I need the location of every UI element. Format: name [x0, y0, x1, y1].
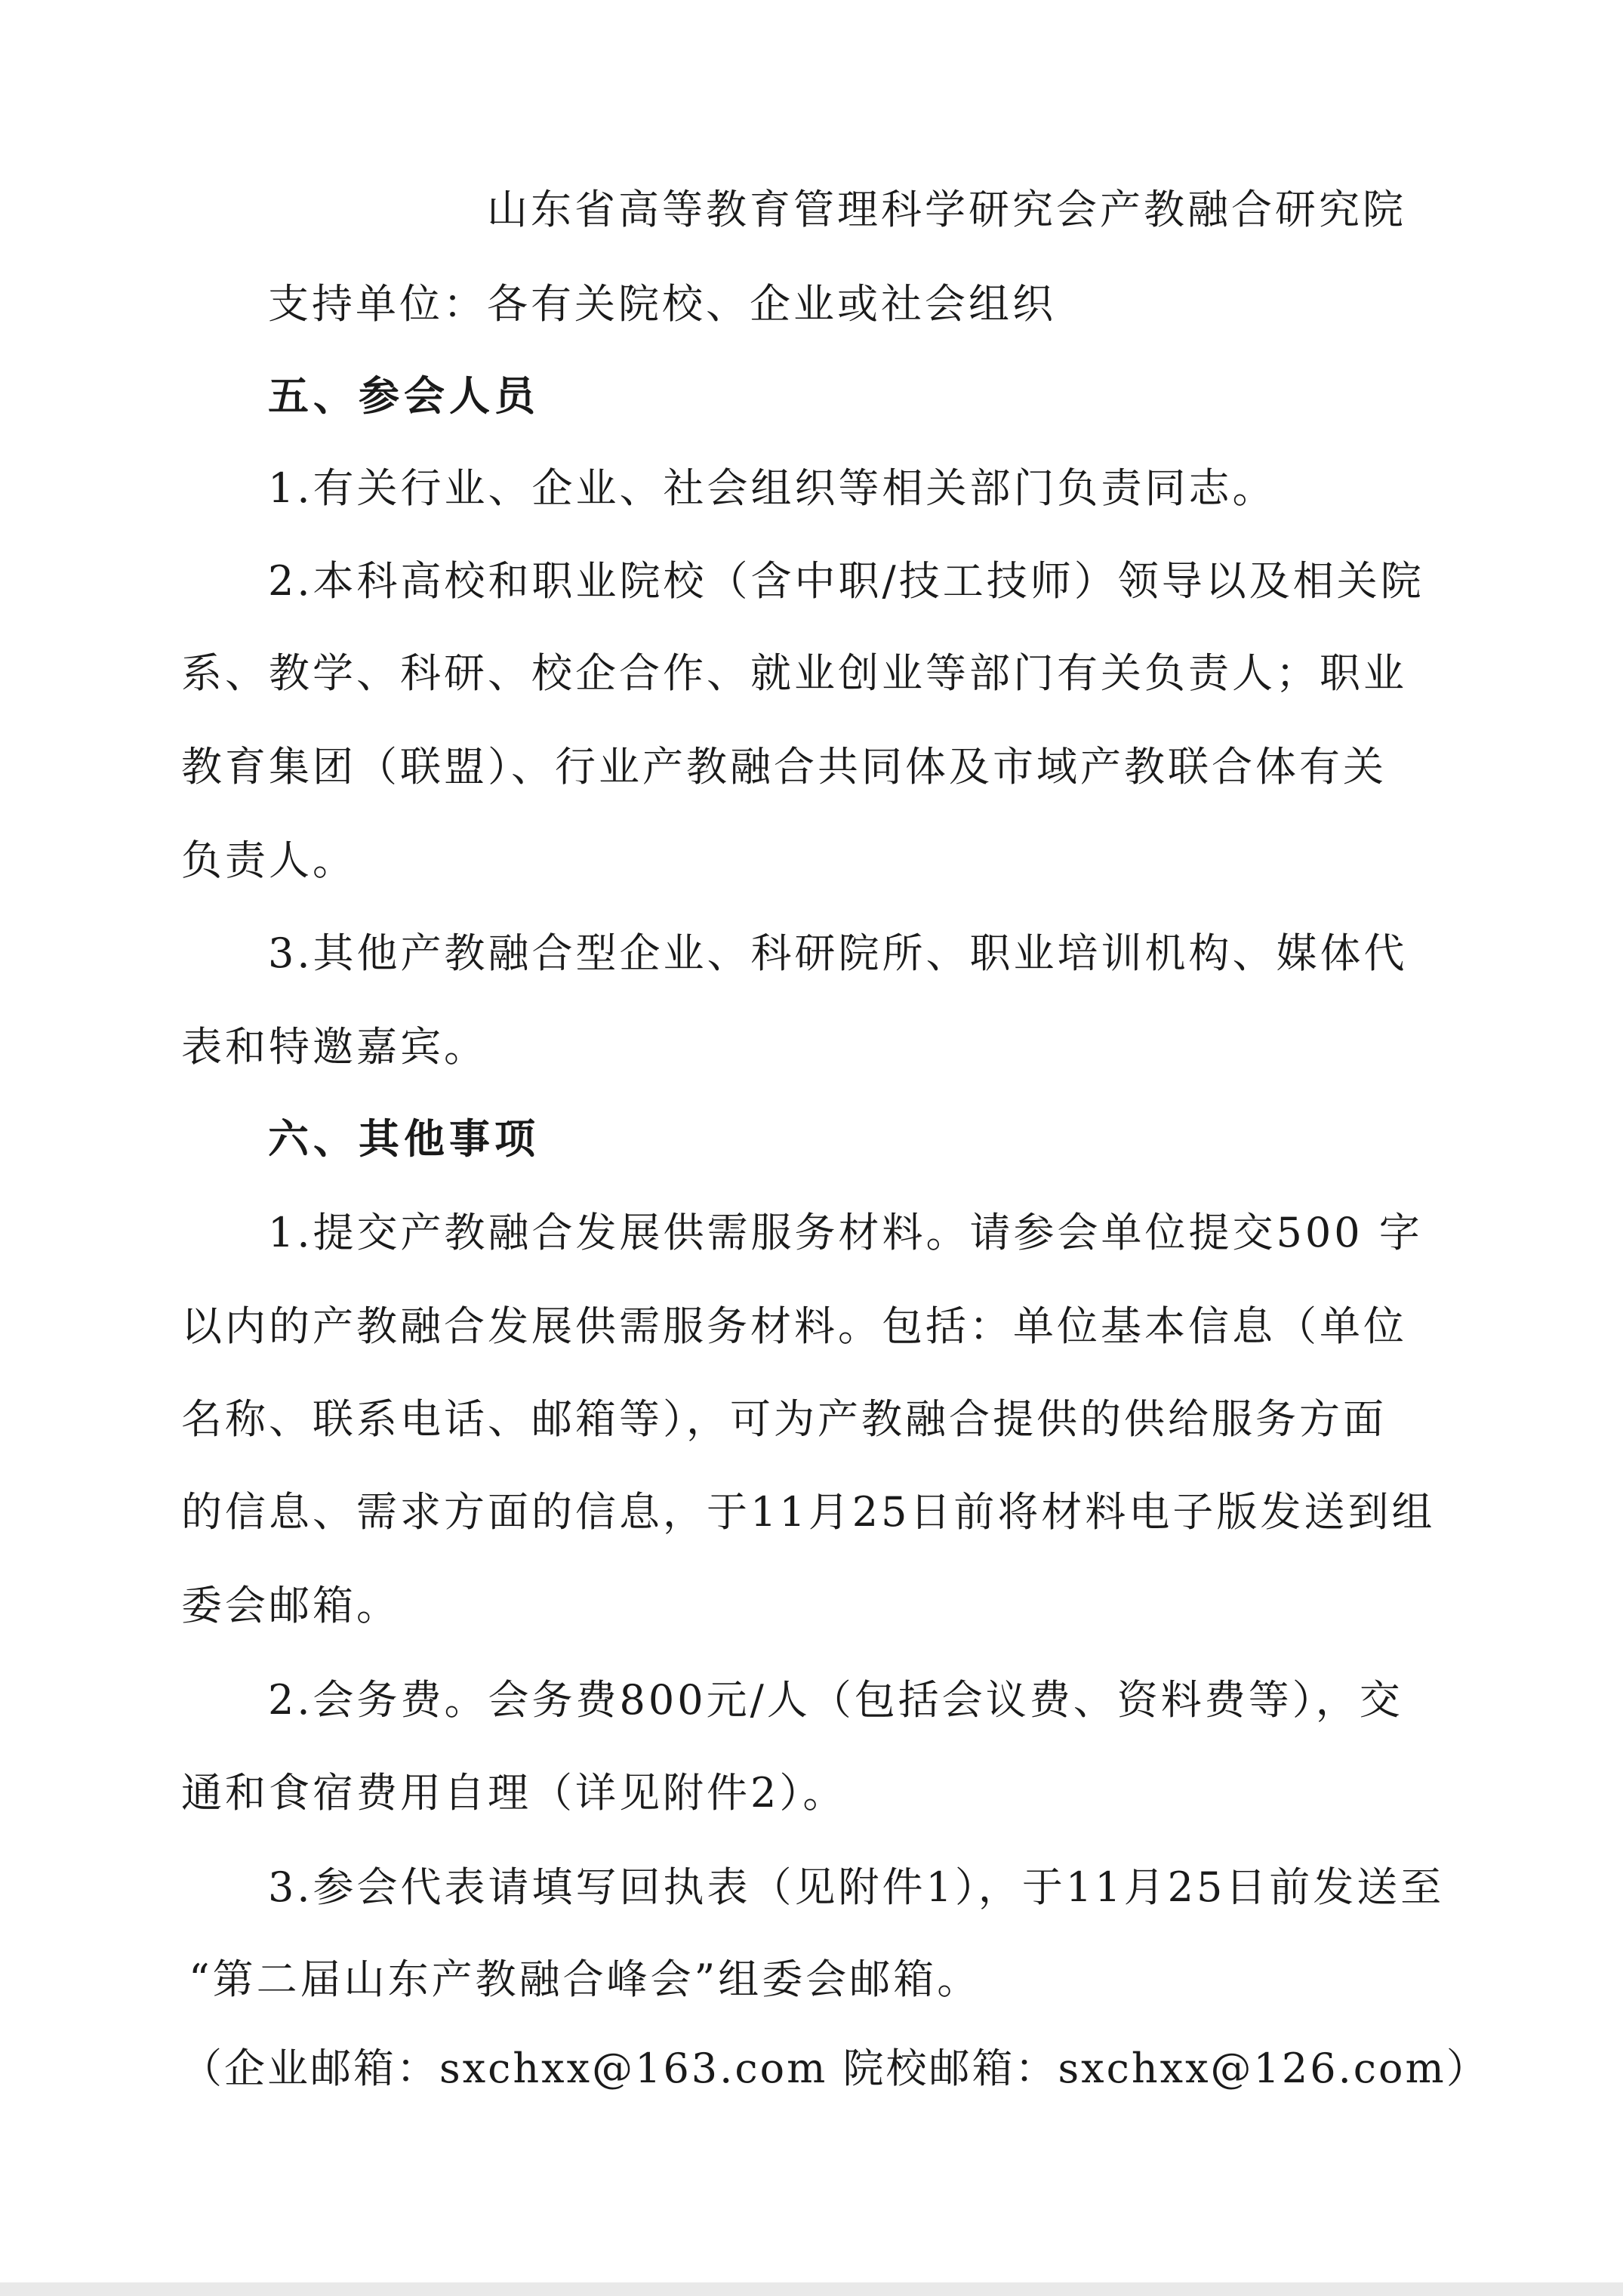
- section-5-item-2-line-3: 教育集团（联盟）、行业产教融合共同体及市域产教联合体有关: [181, 743, 1387, 791]
- section-6-heading: 六、其他事项: [268, 1115, 540, 1163]
- section-6-item-1-line-4: 的信息、需求方面的信息，于11月25日前将材料电子版发送到组: [181, 1488, 1436, 1536]
- section-6-item-1-line-2: 以内的产教融合发展供需服务材料。包括：单位基本信息（单位: [181, 1302, 1407, 1350]
- section-5-item-3-line-1: 3.其他产教融合型企业、科研院所、职业培训机构、媒体代: [268, 929, 1408, 977]
- section-5-item-3-line-2: 表和特邀嘉宾。: [181, 1023, 488, 1071]
- organizer-line: 山东省高等教育管理科学研究会产教融合研究院: [487, 186, 1406, 233]
- section-6-item-3-line-1: 3.参会代表请填写回执表（见附件1），于11月25日前发送至: [268, 1863, 1445, 1911]
- contact-emails: （企业邮箱：sxchxx@163.com 院校邮箱：sxchxx@126.com）: [181, 2045, 1489, 2092]
- section-5-item-2-line-2: 系、教学、科研、校企合作、就业创业等部门有关负责人；职业: [181, 649, 1407, 697]
- section-6-item-1-line-3: 名称、联系电话、邮箱等），可为产教融合提供的供给服务方面: [181, 1395, 1387, 1443]
- section-5-item-2-line-4: 负责人。: [181, 837, 356, 884]
- section-6-item-1-line-1: 1.提交产教融合发展供需服务材料。请参会单位提交500 字: [268, 1209, 1423, 1256]
- section-6-item-2-line-1: 2.会务费。会务费800元/人（包括会议费、资料费等），交: [268, 1676, 1403, 1724]
- section-5-item-2-line-1: 2.本科高校和职业院校（含中职/技工技师）领导以及相关院: [268, 557, 1424, 605]
- page-bottom-edge: [0, 2282, 1623, 2296]
- section-6-item-2-line-2: 通和食宿费用自理（详见附件2）。: [181, 1769, 847, 1817]
- section-5-item-1: 1.有关行业、企业、社会组织等相关部门负责同志。: [268, 464, 1277, 512]
- section-5-heading: 五、参会人员: [268, 372, 540, 420]
- support-units-line: 支持单位：各有关院校、企业或社会组织: [268, 280, 1056, 328]
- section-6-item-1-line-5: 委会邮箱。: [181, 1582, 400, 1629]
- section-6-item-3-line-2: “第二届山东产教融合峰会”组委会邮箱。: [189, 1955, 981, 2003]
